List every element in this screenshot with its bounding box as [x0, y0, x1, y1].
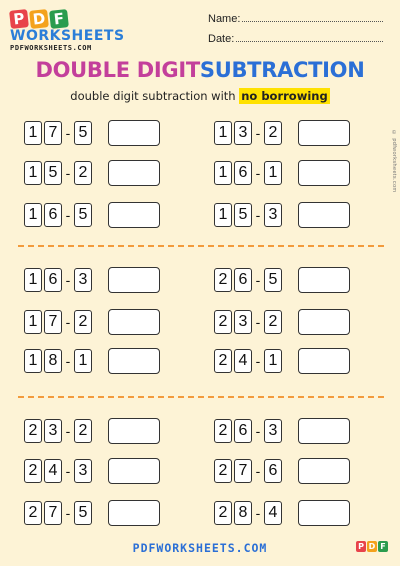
- minus-sign: -: [255, 272, 261, 288]
- minuend-digits: [214, 419, 252, 443]
- minuend-digit: 1: [24, 203, 42, 227]
- minuend-digit: 2: [24, 419, 42, 443]
- minus-sign: -: [255, 314, 261, 330]
- logo-letter: F: [49, 9, 69, 29]
- answer-box[interactable]: [108, 500, 160, 526]
- minuend-digits: [214, 121, 252, 145]
- footer-site: PDFWORKSHEETS.COM: [132, 541, 268, 555]
- minuend-digit: 7: [234, 459, 252, 483]
- subtrahend-digit: 1: [74, 349, 92, 373]
- answer-box[interactable]: [108, 348, 160, 374]
- section-divider: [18, 396, 384, 398]
- subtrahend-digit: 4: [264, 501, 282, 525]
- page-subtitle: [0, 89, 400, 103]
- subtraction-problem: [24, 120, 184, 146]
- minuend-digit: 1: [24, 349, 42, 373]
- minuend-digit: 8: [234, 501, 252, 525]
- minuend-digit: 3: [234, 310, 252, 334]
- minus-sign: -: [65, 207, 71, 223]
- logo-letter: P: [9, 9, 29, 29]
- subtrahend-digit: 1: [264, 349, 282, 373]
- footer-logo-letter: D: [368, 542, 376, 551]
- subtraction-problem: [214, 267, 374, 293]
- minuend-digits: [214, 268, 252, 292]
- minus-sign: -: [255, 207, 261, 223]
- answer-box[interactable]: [108, 160, 160, 186]
- answer-box[interactable]: [298, 418, 350, 444]
- minuend-digit: 1: [214, 203, 232, 227]
- logo-pdf-letters: [10, 10, 140, 28]
- minuend-digit: 2: [214, 310, 232, 334]
- minuend-digits: [24, 419, 62, 443]
- answer-box[interactable]: [298, 120, 350, 146]
- answer-box[interactable]: [298, 160, 350, 186]
- subtrahend-digit: 3: [264, 203, 282, 227]
- subtrahend-digit: 2: [264, 310, 282, 334]
- minuend-digit: 2: [214, 501, 232, 525]
- title-part-1: DOUBLE DIGIT: [35, 58, 200, 82]
- subtraction-problem: [24, 160, 184, 186]
- minuend-digits: [24, 501, 62, 525]
- minuend-digits: [24, 268, 62, 292]
- minuend-digits: [214, 459, 252, 483]
- minuend-digit: 6: [234, 268, 252, 292]
- minuend-digit: 6: [44, 268, 62, 292]
- answer-box[interactable]: [298, 309, 350, 335]
- minuend-digits: [214, 203, 252, 227]
- minuend-digits: [24, 161, 62, 185]
- minuend-digit: 6: [44, 203, 62, 227]
- minuend-digit: 5: [234, 203, 252, 227]
- minuend-digit: 1: [24, 310, 42, 334]
- answer-box[interactable]: [298, 202, 350, 228]
- minus-sign: -: [65, 463, 71, 479]
- section-divider: [18, 245, 384, 247]
- minuend-digit: 7: [44, 121, 62, 145]
- name-label: Name:: [208, 13, 241, 25]
- subtrahend-digit: 5: [264, 268, 282, 292]
- minuend-digit: 5: [44, 161, 62, 185]
- minuend-digit: 3: [234, 121, 252, 145]
- minuend-digit: 1: [24, 268, 42, 292]
- minuend-digit: 1: [214, 121, 232, 145]
- answer-box[interactable]: [108, 202, 160, 228]
- answer-box[interactable]: [298, 348, 350, 374]
- minuend-digit: 2: [24, 501, 42, 525]
- minuend-digits: [214, 161, 252, 185]
- subtrahend-digit: 6: [264, 459, 282, 483]
- minus-sign: -: [255, 423, 261, 439]
- minuend-digits: [214, 501, 252, 525]
- date-label: Date:: [208, 33, 235, 45]
- minuend-digits: [24, 121, 62, 145]
- minuend-digits: [24, 310, 62, 334]
- subtraction-problem: [214, 309, 374, 335]
- answer-box[interactable]: [108, 309, 160, 335]
- minus-sign: -: [65, 505, 71, 521]
- subtraction-problem: [24, 309, 184, 335]
- minus-sign: -: [255, 505, 261, 521]
- minuend-digits: [24, 203, 62, 227]
- footer-logo: [356, 541, 388, 552]
- minuend-digit: 6: [234, 419, 252, 443]
- minus-sign: -: [65, 423, 71, 439]
- copyright-side-text: © pdfworksheets.com: [391, 130, 397, 193]
- minus-sign: -: [65, 353, 71, 369]
- minus-sign: -: [255, 353, 261, 369]
- pdfworksheets-logo: [10, 10, 140, 56]
- subtraction-problem: [24, 202, 184, 228]
- subtraction-problem: [214, 160, 374, 186]
- subtraction-problem: [214, 458, 374, 484]
- minuend-digit: 6: [234, 161, 252, 185]
- subtrahend-digit: 3: [74, 268, 92, 292]
- subtitle-highlight: no borrowing: [241, 89, 328, 103]
- title-part-2: SUBTRACTION: [199, 58, 365, 82]
- minuend-digits: [24, 349, 62, 373]
- answer-box[interactable]: [108, 267, 160, 293]
- minuend-digit: 1: [214, 161, 232, 185]
- subtrahend-digit: 1: [264, 161, 282, 185]
- answer-box[interactable]: [108, 418, 160, 444]
- subtraction-problem: [214, 120, 374, 146]
- logo-letter: D: [29, 9, 49, 29]
- subtrahend-digit: 2: [264, 121, 282, 145]
- minuend-digit: 2: [214, 268, 232, 292]
- subtrahend-digit: 5: [74, 203, 92, 227]
- minus-sign: -: [255, 165, 261, 181]
- answer-box[interactable]: [108, 120, 160, 146]
- subtrahend-digit: 2: [74, 310, 92, 334]
- minuend-digit: 4: [44, 459, 62, 483]
- subtraction-problem: [214, 500, 374, 526]
- minuend-digit: 1: [24, 161, 42, 185]
- answer-box[interactable]: [108, 458, 160, 484]
- subtraction-problem: [24, 348, 184, 374]
- minus-sign: -: [65, 314, 71, 330]
- minuend-digit: 4: [234, 349, 252, 373]
- answer-box[interactable]: [298, 500, 350, 526]
- date-line[interactable]: [236, 32, 383, 42]
- subtraction-problem: [214, 418, 374, 444]
- subtrahend-digit: 2: [74, 419, 92, 443]
- minus-sign: -: [65, 272, 71, 288]
- minuend-digit: 3: [44, 419, 62, 443]
- name-line[interactable]: [242, 12, 383, 22]
- minus-sign: -: [65, 165, 71, 181]
- minuend-digit: 8: [44, 349, 62, 373]
- subtrahend-digit: 3: [74, 459, 92, 483]
- page-title: [0, 58, 400, 82]
- minuend-digits: [214, 349, 252, 373]
- minuend-digit: 7: [44, 310, 62, 334]
- answer-box[interactable]: [298, 267, 350, 293]
- answer-box[interactable]: [298, 458, 350, 484]
- minuend-digit: 1: [24, 121, 42, 145]
- name-field[interactable]: [208, 12, 383, 32]
- subtraction-problem: [24, 458, 184, 484]
- subtrahend-digit: 3: [264, 419, 282, 443]
- name-date-fields: [208, 12, 383, 52]
- date-field[interactable]: [208, 32, 383, 52]
- subtraction-problem: [214, 202, 374, 228]
- minuend-digit: 2: [214, 419, 232, 443]
- minuend-digits: [24, 459, 62, 483]
- logo-site: PDFWORKSHEETS.COM: [10, 44, 92, 52]
- minus-sign: -: [65, 125, 71, 141]
- subtitle-prefix: double digit subtraction with: [70, 89, 236, 103]
- footer-logo-letter: P: [356, 541, 366, 552]
- minuend-digit: 2: [214, 349, 232, 373]
- subtrahend-digit: 5: [74, 121, 92, 145]
- footer-logo-letter: F: [378, 541, 388, 552]
- logo-word: WORKSHEETS: [10, 28, 125, 44]
- subtrahend-digit: 5: [74, 501, 92, 525]
- minuend-digit: 2: [24, 459, 42, 483]
- subtraction-problem: [24, 500, 184, 526]
- minus-sign: -: [255, 125, 261, 141]
- minus-sign: -: [255, 463, 261, 479]
- subtraction-problem: [24, 418, 184, 444]
- subtraction-problem: [24, 267, 184, 293]
- minuend-digits: [214, 310, 252, 334]
- subtrahend-digit: 2: [74, 161, 92, 185]
- subtraction-problem: [214, 348, 374, 374]
- minuend-digit: 7: [44, 501, 62, 525]
- minuend-digit: 2: [214, 459, 232, 483]
